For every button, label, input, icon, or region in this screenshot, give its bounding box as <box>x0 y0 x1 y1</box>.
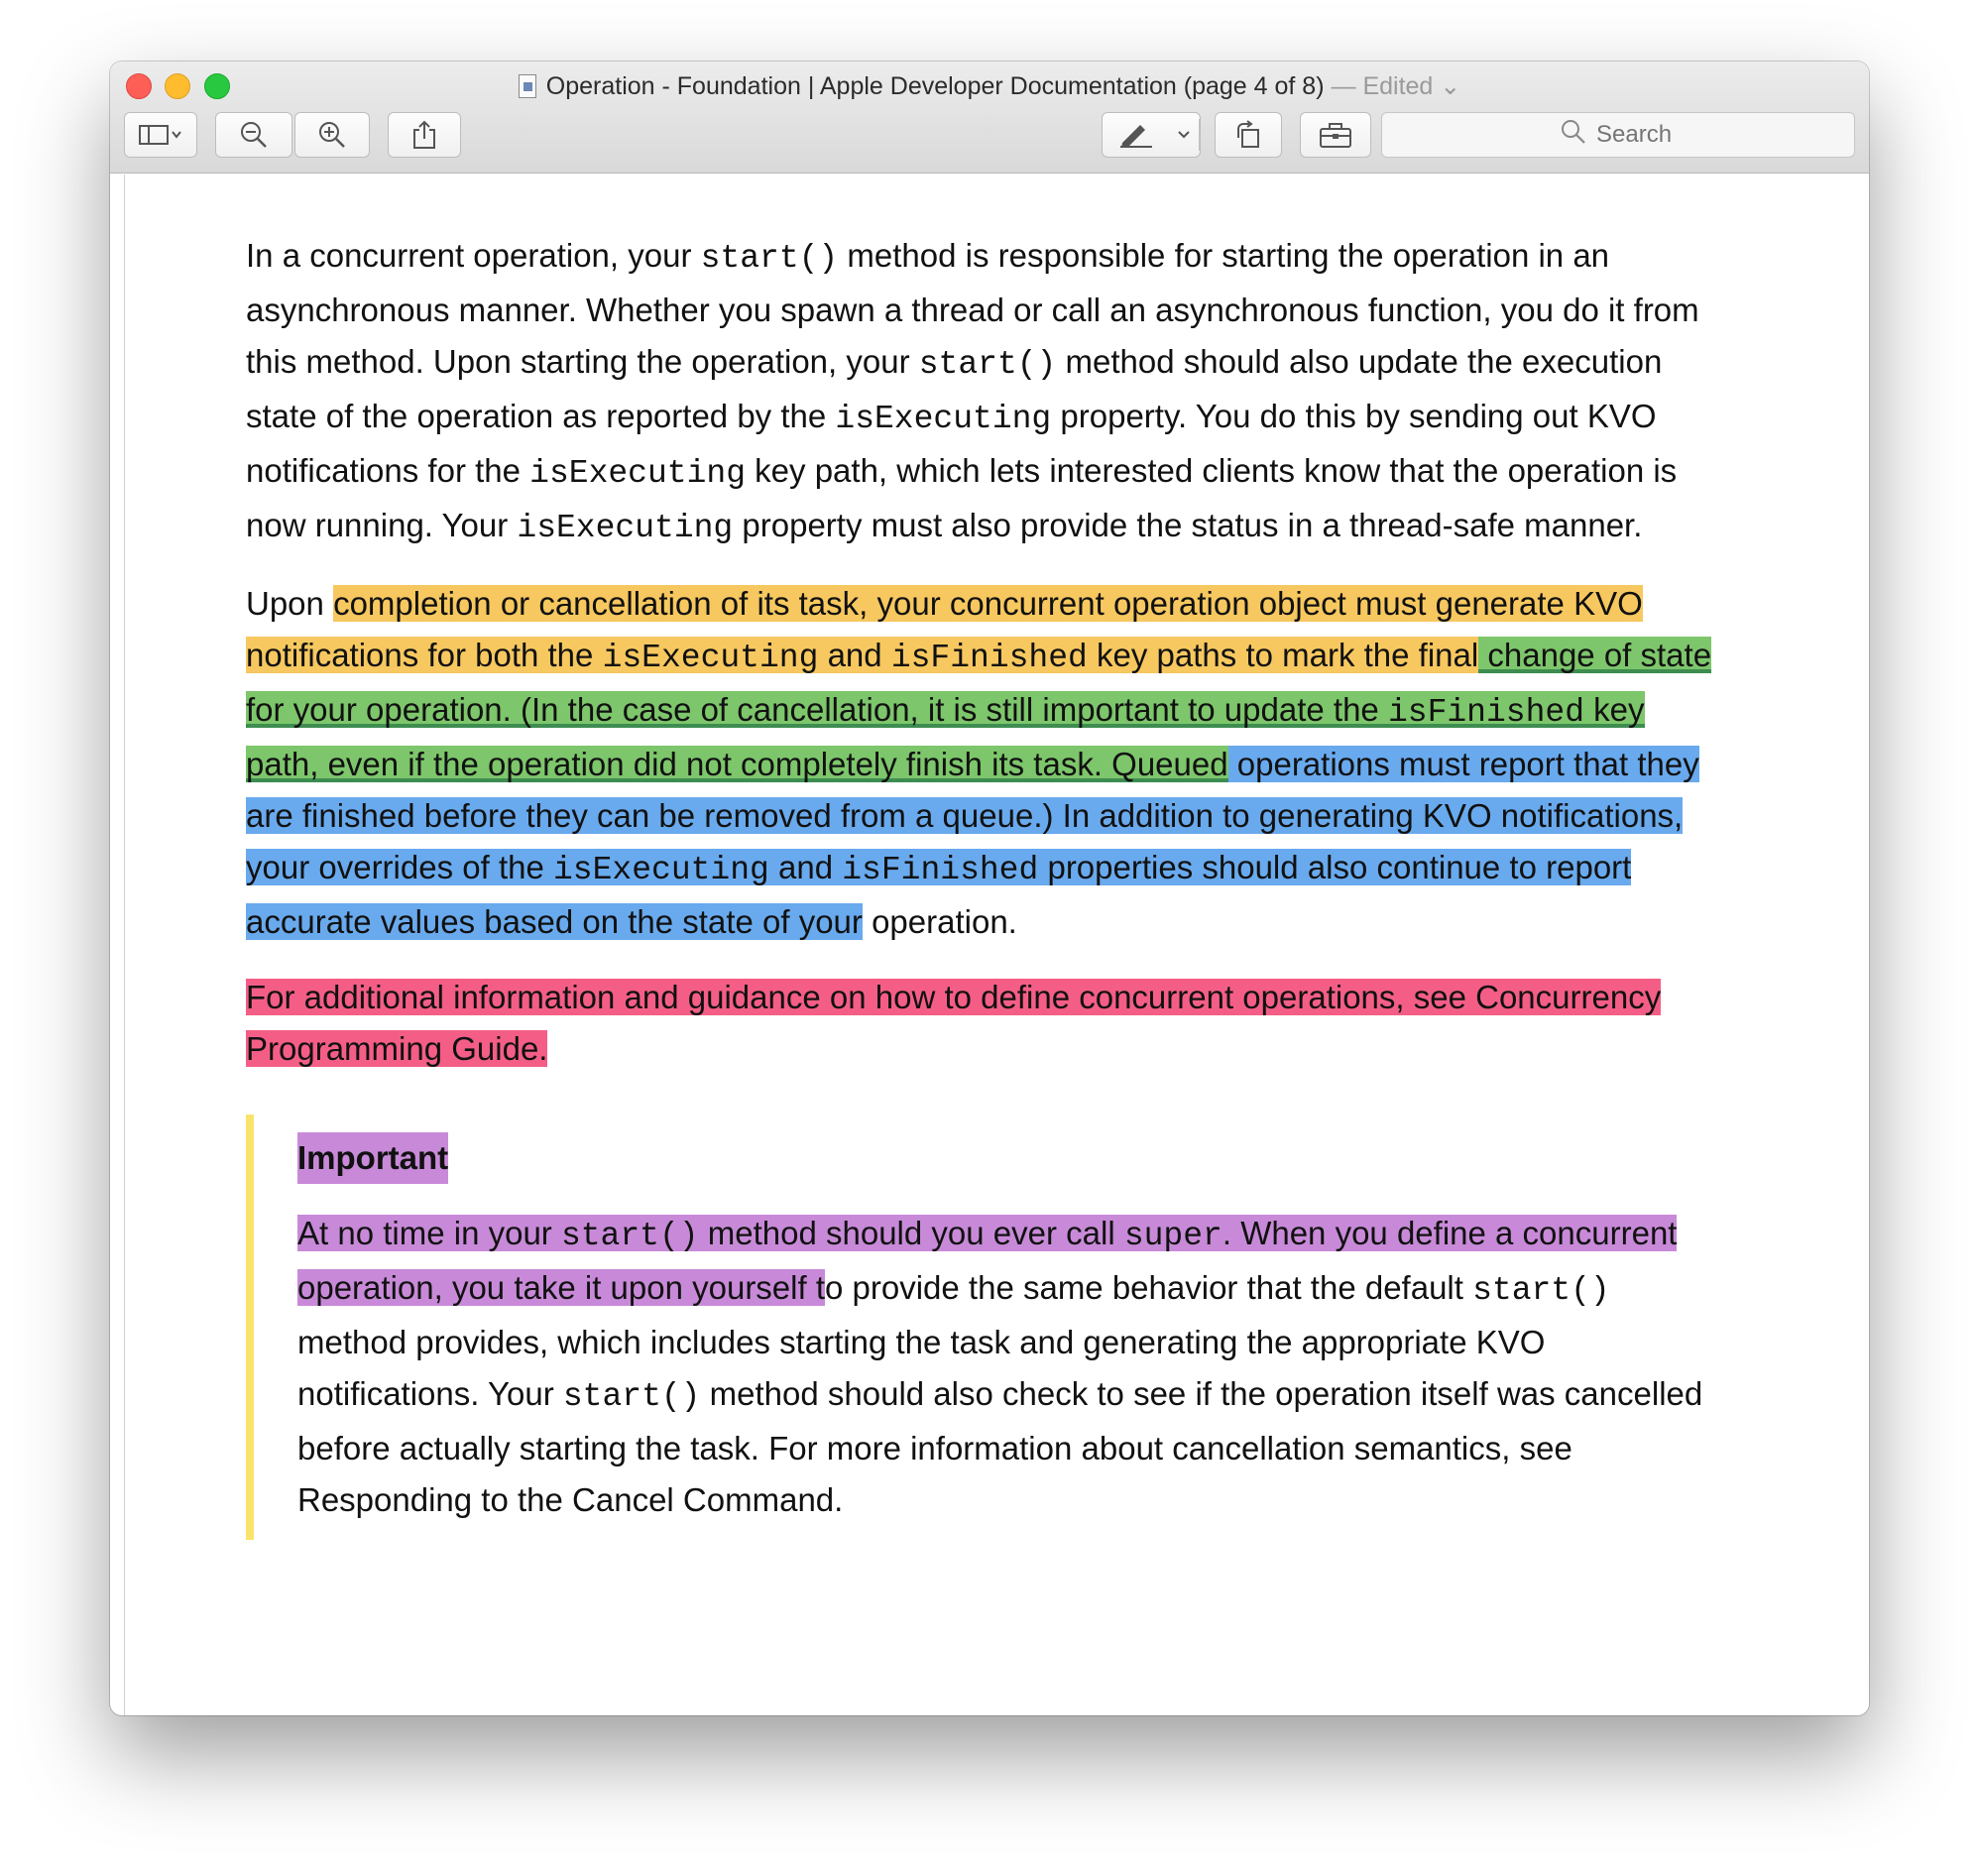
highlight-text: key path, even if the operation did not completely finish its task. Queued <box>246 691 1645 782</box>
paragraph-concurrent-start <box>246 230 1713 554</box>
text-run: In a concurrent operation, your <box>246 237 701 274</box>
search-icon <box>1561 119 1586 152</box>
highlight-text: . When you define a concurrent operation, you take it upon yourself t <box>297 1215 1678 1306</box>
text-run: o provide the same behavior that the default <box>825 1269 1473 1306</box>
search-input[interactable] <box>1596 121 1676 149</box>
code-isexecuting: isExecuting <box>602 640 819 676</box>
zoom-out-icon <box>239 120 269 150</box>
chevron-down-icon[interactable] <box>1176 123 1192 147</box>
document-content <box>246 230 1713 1540</box>
zoom-in-button[interactable] <box>294 112 370 158</box>
text-run: property must also provide the status in a thread-safe manner. <box>733 507 1643 543</box>
code-super: super <box>1123 1218 1222 1254</box>
text-run: method is responsible for starting the operation in an asynchronous manner. Whether you spawn a thread or call an asynchronous function, you do it from this method. Upon starting the operation, your <box>246 237 1699 380</box>
paragraph-additional-info <box>246 972 1713 1075</box>
zoom-in-icon <box>317 120 347 150</box>
markup-button[interactable] <box>1102 112 1201 158</box>
title-separator: — <box>1324 72 1363 100</box>
edited-status[interactable]: Edited <box>1362 72 1434 100</box>
code-isfinished: isFinished <box>842 852 1039 888</box>
code-isexecuting: isExecuting <box>553 852 769 888</box>
text-run: property. You do this by sending out KVO notifications for the <box>246 398 1657 489</box>
code-isexecuting: isExecuting <box>835 401 1052 437</box>
rotate-button[interactable] <box>1215 112 1282 158</box>
document-page[interactable] <box>124 175 1869 1715</box>
code-start: start() <box>560 1218 699 1254</box>
text-run: method should also update the execution state of the operation as reported by the <box>246 343 1663 434</box>
chevron-down-icon[interactable]: ⌄ <box>1433 72 1461 100</box>
code-isfinished: isFinished <box>890 640 1088 676</box>
code-start: start() <box>562 1378 701 1415</box>
highlight-pink[interactable]: For additional information and guidance on how to define concurrent operations, see Concurrency Programming Guide. <box>246 979 1662 1067</box>
highlight-text: properties should also continue to report accurate values based on the state of your <box>246 849 1632 940</box>
highlight-text: At no time in your <box>297 1215 561 1251</box>
text-run: operation. <box>862 903 1017 940</box>
code-start: start() <box>918 346 1057 383</box>
titlebar <box>110 61 1869 174</box>
toolbox-button[interactable] <box>1300 112 1371 158</box>
window-title-text: Operation - Foundation | Apple Developer Documentation (page 4 of 8) <box>545 72 1325 100</box>
highlight-text: and <box>768 849 843 885</box>
aside-label[interactable]: Important <box>297 1132 448 1184</box>
rotate-icon <box>1233 120 1263 150</box>
highlight-text: change of state for your operation. (In the case of cancellation, it is still important to update the <box>246 637 1712 728</box>
sidebar-button[interactable] <box>124 112 197 158</box>
aside-body <box>297 1208 1713 1526</box>
share-icon <box>411 120 437 150</box>
highlight-text: operations must report that they are finished before they can be removed from a queue.) In addition to generating KVO notifications, your overrides of the <box>246 746 1699 885</box>
highlight-text: completion or cancellation of its task, your concurrent operation object must generate KVO notifications for both the <box>246 585 1643 673</box>
share-button[interactable] <box>388 112 461 158</box>
code-start: start() <box>700 240 839 277</box>
paragraph-completion-kvo <box>246 578 1713 948</box>
highlight-orange[interactable] <box>246 585 1643 676</box>
toolbox-icon <box>1319 121 1352 149</box>
sidebar-icon <box>139 123 182 147</box>
search-field[interactable] <box>1381 112 1855 158</box>
preview-window <box>110 61 1869 1715</box>
highlight-text: key paths to mark the final <box>1087 637 1479 673</box>
highlight-text: and <box>818 637 891 673</box>
code-start: start() <box>1472 1272 1610 1309</box>
code-isexecuting: isExecuting <box>529 455 746 492</box>
markup-pen-icon <box>1118 121 1154 149</box>
highlight-text: method should you ever call <box>698 1215 1124 1251</box>
zoom-out-button[interactable] <box>215 112 292 158</box>
text-run: method provides, which includes starting the task and generating the appropriate KVO notifications. Your <box>297 1324 1546 1412</box>
important-aside <box>246 1114 1713 1540</box>
window-title <box>110 69 1869 103</box>
code-isfinished: isFinished <box>1387 694 1585 731</box>
text-run: key path, which lets interested clients know that the operation is now running. Your <box>246 452 1678 543</box>
document-icon <box>519 74 536 98</box>
text-run: method should also check to see if the operation itself was cancelled before actually starting the task. For more information about cancellation semantics, see Responding to the Cancel Command. <box>297 1375 1703 1518</box>
code-isexecuting: isExecuting <box>517 510 734 546</box>
text-run: Upon <box>246 585 334 622</box>
